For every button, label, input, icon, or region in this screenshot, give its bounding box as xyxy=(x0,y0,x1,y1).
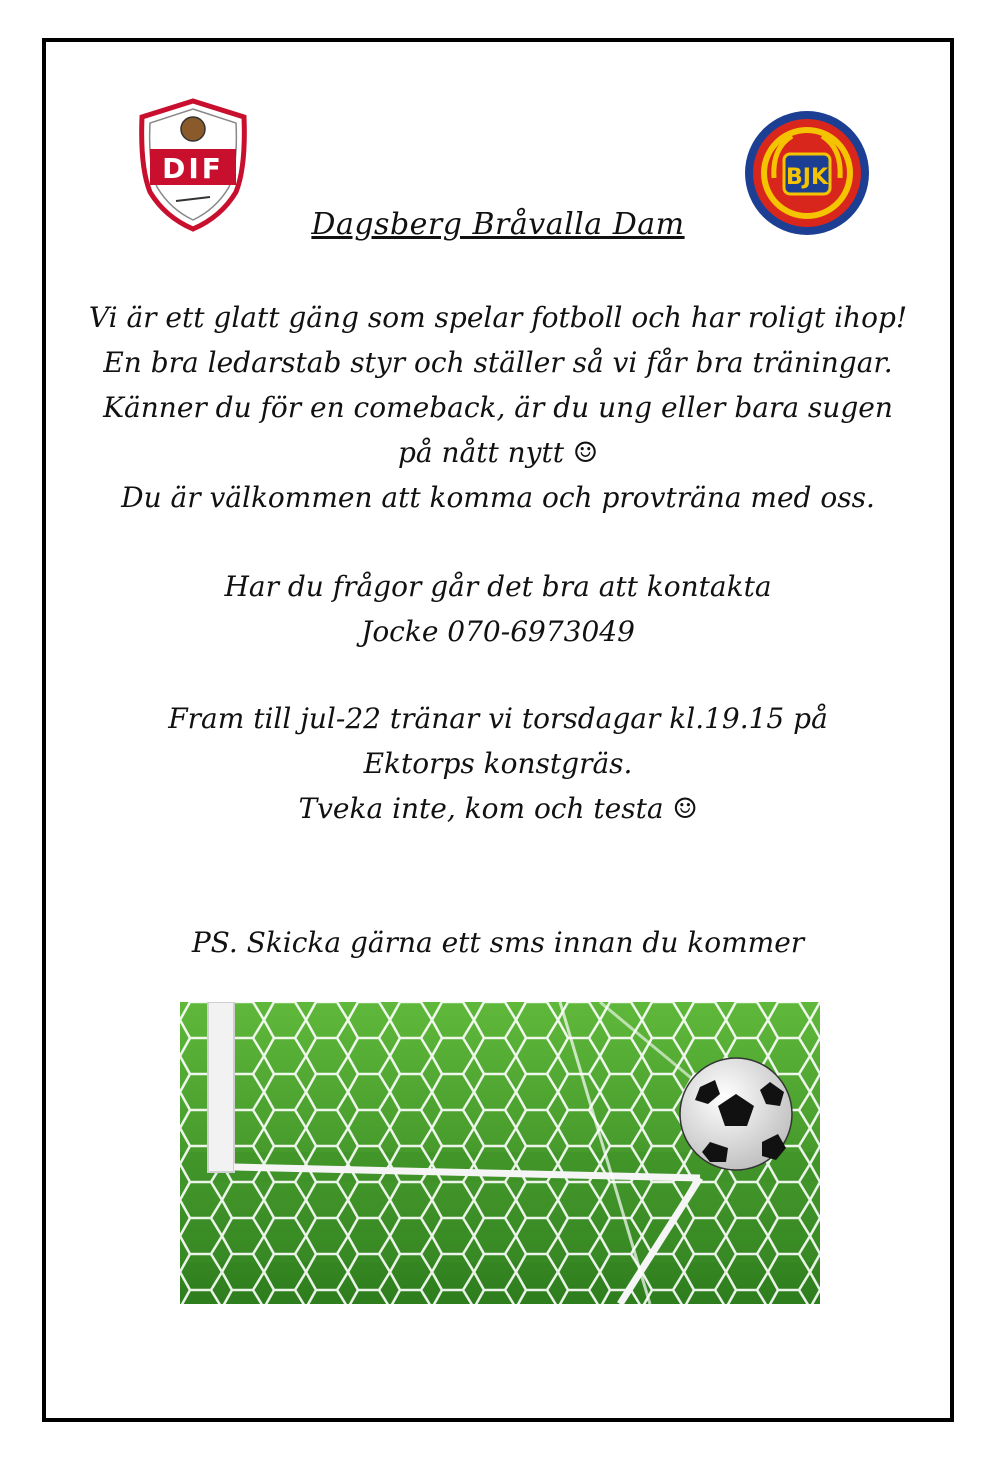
ps-note: PS. Skicka gärna ett sms innan du kommer xyxy=(191,926,805,959)
training-line: Ektorps konstgräs. xyxy=(363,747,633,780)
intro-paragraph xyxy=(46,295,950,520)
training-line: Tveka inte, kom och testa ☺ xyxy=(298,792,698,825)
flyer-title: Dagsberg Bråvalla Dam xyxy=(311,207,685,242)
intro-line: Vi är ett glatt gäng som spelar fotboll och har roligt ihop! xyxy=(88,301,908,334)
intro-line: En bra ledarstab styr och ställer så vi får bra träningar. xyxy=(103,346,893,379)
contact-paragraph xyxy=(46,564,950,654)
football-goal-photo xyxy=(180,1002,820,1304)
contact-line: Har du frågor går det bra att kontakta xyxy=(224,570,772,603)
training-paragraph xyxy=(46,696,950,831)
intro-line: Känner du för en comeback, är du ung eller bara sugen xyxy=(103,391,893,424)
training-line: Fram till jul-22 tränar vi torsdagar kl.19.15 på xyxy=(168,702,828,735)
contact-phone-line: Jocke 070-6973049 xyxy=(361,615,635,648)
soccer-ball-icon xyxy=(680,1058,792,1170)
dif-logo-text: DIF xyxy=(162,152,224,185)
intro-line: Du är välkommen att komma och provträna med oss. xyxy=(121,481,875,514)
bjk-logo-text: BJK xyxy=(785,165,829,190)
flyer-page xyxy=(42,38,954,1422)
intro-line: på nått nytt ☺ xyxy=(397,436,598,469)
